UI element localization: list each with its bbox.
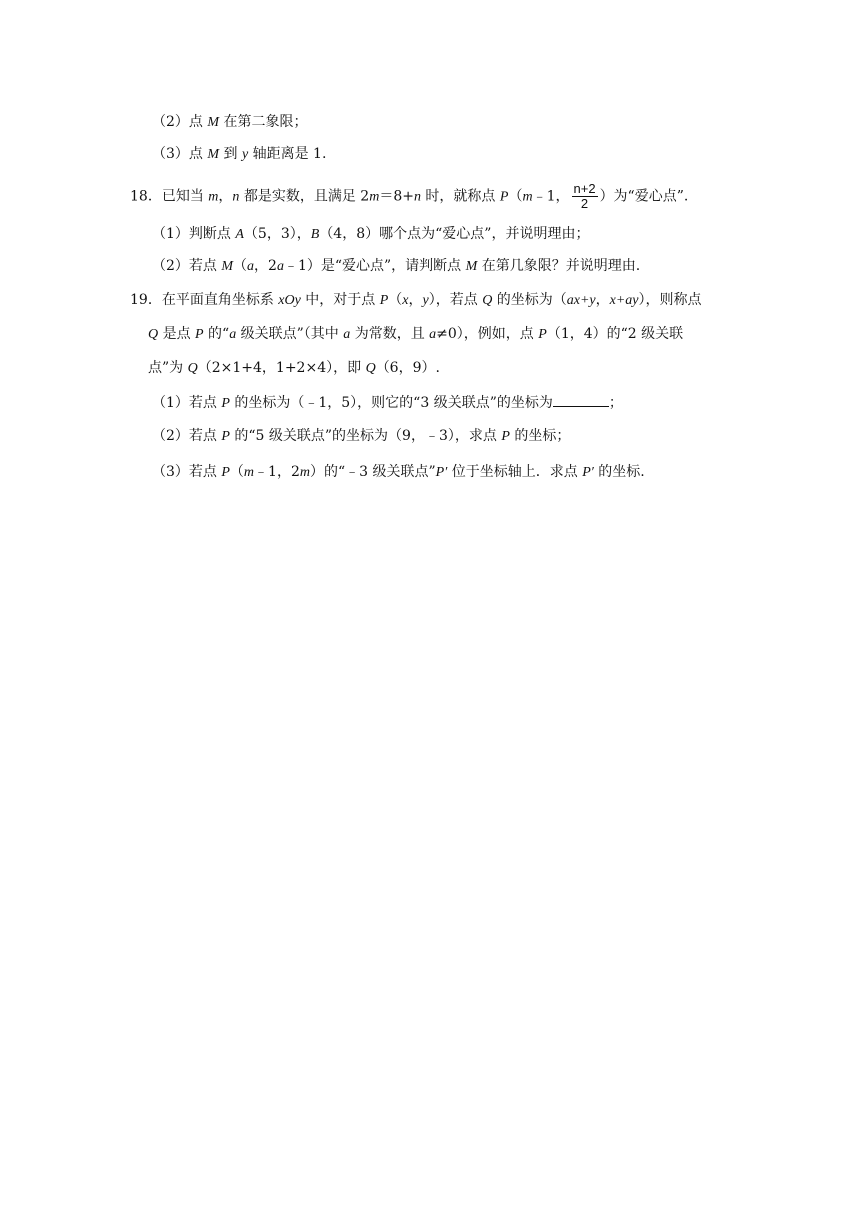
p19-stem-line1: [130, 290, 702, 311]
problem-number: 18．: [130, 188, 162, 205]
text: 的坐标为（﹣1，5），则它的“3 级关联点”的坐标为: [229, 395, 553, 411]
text: 的“5 级关联点”的坐标为（9，﹣3），求点: [229, 428, 502, 444]
text: （3）点: [152, 146, 208, 162]
p17-part2: [152, 112, 307, 133]
text: 已知当: [161, 188, 209, 205]
text: （4，8）哪个点为“爱心点”，并说明理由；: [319, 226, 590, 242]
text: ，: [408, 292, 423, 308]
var-a: a: [247, 259, 255, 274]
text: 都是实数，且满足 2: [239, 188, 370, 205]
text: （1）若点: [152, 395, 222, 411]
p19-stem-line2: [148, 324, 683, 345]
fraction-denominator: 2: [580, 196, 589, 211]
var-a: a: [276, 259, 284, 274]
text: 的坐标；: [509, 428, 571, 444]
var-m: m: [299, 465, 310, 480]
text: （1）判断点: [152, 226, 236, 242]
p18-stem: [130, 182, 688, 211]
text: 级关联点”（其中: [236, 326, 344, 342]
fraction-numerator: n+2: [573, 181, 596, 196]
var-Q: Q: [187, 361, 198, 376]
text: ）的“﹣3 级关联点”: [310, 464, 436, 480]
var-B: B: [310, 227, 320, 242]
p18-part2: [152, 256, 640, 277]
var-M: M: [221, 259, 234, 274]
var-M: M: [465, 259, 478, 274]
p19-part3: [152, 462, 645, 483]
p19-part2: [152, 426, 570, 447]
text: （: [508, 188, 523, 205]
text: （3）若点: [152, 464, 222, 480]
text: 点”为: [148, 360, 188, 376]
expr-x-plus-ay: x+ay: [609, 293, 639, 308]
text: （6，9）.: [375, 360, 440, 376]
var-y: y: [422, 293, 429, 308]
var-A: A: [235, 227, 244, 242]
var-P-prime: P′: [435, 465, 448, 480]
text: （: [388, 292, 403, 308]
text: 的坐标.: [593, 464, 645, 480]
var-y: y: [241, 147, 249, 162]
p17-part3: [152, 144, 326, 165]
var-M: M: [207, 115, 220, 130]
text: 时，就称点: [420, 188, 500, 205]
text: 在第二象限；: [219, 114, 308, 130]
var-P: P: [499, 189, 509, 205]
text: 为常数，且: [350, 326, 430, 342]
text: 是点: [158, 326, 196, 342]
text: （2）若点: [152, 258, 222, 274]
p19-part1: [152, 392, 623, 414]
var-a: a: [229, 327, 237, 342]
text: ；: [608, 395, 623, 411]
text: ﹣1，: [532, 188, 570, 205]
var-m: m: [369, 189, 380, 205]
answer-blank: [553, 392, 609, 407]
var-m: m: [522, 189, 533, 205]
var-P: P: [379, 293, 389, 308]
var-Q: Q: [148, 327, 159, 342]
fraction: [572, 182, 598, 211]
var-m: m: [243, 465, 255, 480]
text: ，2: [254, 258, 277, 274]
text: ），则称点: [638, 292, 702, 308]
text: 到: [219, 146, 242, 162]
var-n: n: [413, 189, 421, 205]
problem-number: 19．: [130, 292, 162, 308]
text: ＝8+: [379, 188, 414, 205]
text: （5，3），: [243, 226, 311, 242]
text: ），若点: [428, 292, 483, 308]
var-P: P: [221, 429, 230, 444]
text: ，: [218, 188, 233, 205]
text: ）为“爱心点”.: [599, 188, 689, 205]
var-m: m: [208, 189, 219, 205]
var-Q: Q: [482, 293, 493, 308]
var-xOy: xOy: [278, 293, 301, 308]
var-P: P: [501, 429, 510, 444]
text: （2）若点: [152, 428, 222, 444]
text: （: [233, 258, 248, 274]
var-a: a: [343, 327, 351, 342]
var-a: a: [429, 327, 437, 342]
text: 位于坐标轴上．求点: [447, 464, 583, 480]
var-M: M: [207, 147, 220, 162]
var-P: P: [221, 396, 230, 411]
text: 在第几象限？并说明理由.: [477, 258, 641, 274]
p18-part1: [152, 224, 589, 245]
var-x: x: [402, 293, 409, 308]
expr-ax-plus-y: ax+y: [566, 293, 596, 308]
text: 中，对于点: [300, 292, 380, 308]
text: （: [229, 464, 244, 480]
text: 轴距离是 1.: [248, 146, 327, 162]
text: （1，4）的“2 级关联: [546, 326, 684, 342]
text: 的“: [203, 326, 230, 342]
text: ﹣1，2: [254, 464, 300, 480]
var-Q: Q: [365, 361, 376, 376]
var-P: P: [221, 465, 230, 480]
text: ，: [595, 292, 610, 308]
var-n: n: [232, 189, 240, 205]
text: （2）点: [152, 114, 208, 130]
p19-stem-line3: [148, 358, 440, 379]
text: 的坐标为（: [492, 292, 567, 308]
text: ≠0），例如，点: [436, 326, 539, 342]
var-P: P: [538, 327, 547, 342]
var-P-prime: P′: [582, 465, 594, 480]
var-P: P: [195, 327, 204, 342]
text: （2×1+4，1+2×4），即: [197, 360, 366, 376]
text: ﹣1）是“爱心点”，请判断点: [283, 258, 466, 274]
text: 在平面直角坐标系: [161, 292, 279, 308]
